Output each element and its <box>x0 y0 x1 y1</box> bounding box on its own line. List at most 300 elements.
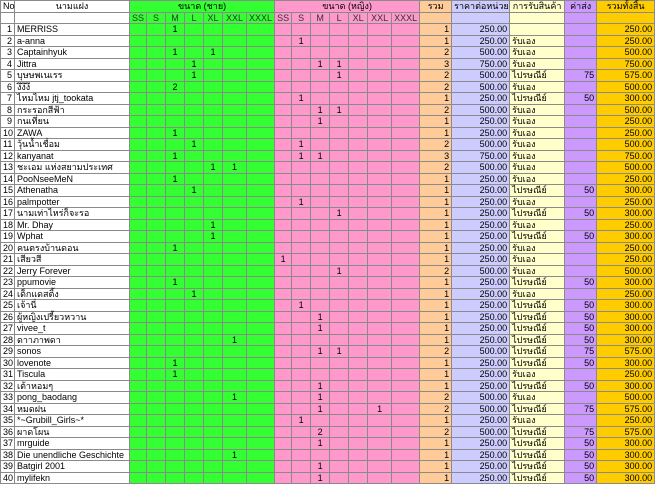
cell-male-size[interactable] <box>204 426 223 438</box>
cell-total[interactable]: 2 <box>420 139 452 151</box>
cell-female-size[interactable] <box>292 81 311 93</box>
cell-female-size[interactable] <box>275 311 292 323</box>
cell-grand-total[interactable]: 250.00 <box>597 254 655 266</box>
cell-male-size[interactable] <box>223 415 247 427</box>
cell-female-size[interactable]: 1 <box>292 93 311 105</box>
cell-male-size[interactable] <box>130 150 147 162</box>
cell-female-size[interactable]: 1 <box>311 104 330 116</box>
cell-female-size[interactable] <box>330 116 349 128</box>
cell-male-size[interactable] <box>247 403 275 415</box>
cell-female-size[interactable] <box>368 357 392 369</box>
cell-shipping[interactable]: 50 <box>565 357 597 369</box>
size-header-f-xxxl[interactable]: XXXL <box>392 12 420 24</box>
cell-unit-price[interactable]: 250.00 <box>452 127 510 139</box>
cell-female-size[interactable]: 2 <box>311 426 330 438</box>
cell-female-size[interactable] <box>292 346 311 358</box>
cell-male-size[interactable] <box>223 265 247 277</box>
cell-no[interactable]: 21 <box>1 254 15 266</box>
cell-female-size[interactable] <box>292 116 311 128</box>
cell-male-size[interactable] <box>147 461 166 473</box>
cell-male-size[interactable] <box>147 127 166 139</box>
cell-female-size[interactable] <box>275 104 292 116</box>
cell-female-size[interactable] <box>392 127 420 139</box>
cell-name[interactable]: เด็กแดสติ้ง <box>15 288 130 300</box>
cell-male-size[interactable] <box>147 139 166 151</box>
cell-female-size[interactable] <box>275 403 292 415</box>
cell-male-size[interactable] <box>130 127 147 139</box>
cell-female-size[interactable] <box>275 334 292 346</box>
cell-male-size[interactable] <box>247 47 275 59</box>
cell-male-size[interactable] <box>147 438 166 450</box>
cell-unit-price[interactable]: 250.00 <box>452 288 510 300</box>
cell-unit-price[interactable]: 500.00 <box>452 162 510 174</box>
cell-total[interactable]: 1 <box>420 311 452 323</box>
cell-female-size[interactable] <box>368 150 392 162</box>
cell-delivery[interactable]: รับเอง <box>510 254 565 266</box>
cell-male-size[interactable] <box>247 185 275 197</box>
cell-male-size[interactable] <box>223 438 247 450</box>
cell-male-size[interactable] <box>223 150 247 162</box>
cell-female-size[interactable] <box>349 357 368 369</box>
cell-male-size[interactable] <box>247 242 275 254</box>
cell-female-size[interactable] <box>275 369 292 381</box>
cell-male-size[interactable] <box>130 219 147 231</box>
cell-male-size[interactable] <box>185 47 204 59</box>
cell-female-size[interactable] <box>392 461 420 473</box>
cell-female-size[interactable] <box>311 277 330 289</box>
cell-total[interactable]: 2 <box>420 392 452 404</box>
cell-female-size[interactable] <box>368 426 392 438</box>
cell-no[interactable]: 15 <box>1 185 15 197</box>
cell-no[interactable]: 30 <box>1 357 15 369</box>
cell-female-size[interactable] <box>330 81 349 93</box>
cell-male-size[interactable] <box>204 173 223 185</box>
cell-female-size[interactable] <box>392 438 420 450</box>
cell-female-size[interactable] <box>349 150 368 162</box>
cell-male-size[interactable] <box>204 70 223 82</box>
cell-female-size[interactable] <box>349 265 368 277</box>
cell-female-size[interactable] <box>392 185 420 197</box>
cell-delivery[interactable]: ไปรษณีย์ <box>510 311 565 323</box>
cell-male-size[interactable] <box>247 277 275 289</box>
cell-male-size[interactable] <box>204 346 223 358</box>
cell-male-size[interactable] <box>223 219 247 231</box>
cell-female-size[interactable] <box>330 288 349 300</box>
cell-unit-price[interactable]: 500.00 <box>452 139 510 151</box>
cell-name[interactable]: กนเที่ยน <box>15 116 130 128</box>
cell-female-size[interactable] <box>275 219 292 231</box>
cell-male-size[interactable] <box>223 472 247 484</box>
cell-grand-total[interactable]: 300.00 <box>597 323 655 335</box>
cell-female-size[interactable] <box>392 323 420 335</box>
cell-female-size[interactable] <box>368 334 392 346</box>
cell-female-size[interactable] <box>275 461 292 473</box>
cell-male-size[interactable] <box>247 81 275 93</box>
cell-male-size[interactable] <box>247 392 275 404</box>
cell-female-size[interactable] <box>292 254 311 266</box>
cell-male-size[interactable] <box>223 35 247 47</box>
cell-name[interactable]: Jerry Forever <box>15 265 130 277</box>
cell-male-size[interactable] <box>130 461 147 473</box>
cell-male-size[interactable] <box>166 346 185 358</box>
cell-female-size[interactable] <box>349 219 368 231</box>
cell-female-size[interactable] <box>368 70 392 82</box>
cell-female-size[interactable] <box>311 219 330 231</box>
cell-grand-total[interactable]: 750.00 <box>597 150 655 162</box>
cell-total[interactable]: 1 <box>420 461 452 473</box>
cell-shipping[interactable]: 50 <box>565 323 597 335</box>
cell-female-size[interactable] <box>368 173 392 185</box>
cell-male-size[interactable] <box>185 449 204 461</box>
cell-unit-price[interactable]: 250.00 <box>452 323 510 335</box>
cell-total[interactable]: 2 <box>420 426 452 438</box>
cell-male-size[interactable] <box>204 35 223 47</box>
cell-female-size[interactable]: 1 <box>292 300 311 312</box>
cell-male-size[interactable] <box>166 461 185 473</box>
cell-no[interactable]: 38 <box>1 449 15 461</box>
cell-male-size[interactable] <box>247 472 275 484</box>
cell-female-size[interactable] <box>368 415 392 427</box>
cell-male-size[interactable] <box>147 24 166 36</box>
cell-grand-total[interactable]: 500.00 <box>597 392 655 404</box>
cell-shipping[interactable]: 50 <box>565 461 597 473</box>
cell-female-size[interactable] <box>368 323 392 335</box>
cell-female-size[interactable] <box>292 426 311 438</box>
cell-shipping[interactable] <box>565 265 597 277</box>
cell-shipping[interactable] <box>565 150 597 162</box>
cell-female-size[interactable] <box>392 70 420 82</box>
cell-unit-price[interactable]: 250.00 <box>452 449 510 461</box>
cell-female-size[interactable] <box>311 334 330 346</box>
cell-delivery[interactable]: ไปรษณีย์ <box>510 426 565 438</box>
cell-female-size[interactable] <box>392 392 420 404</box>
cell-male-size[interactable] <box>130 162 147 174</box>
cell-no[interactable]: 29 <box>1 346 15 358</box>
header-unit-price[interactable]: ราคาต่อหน่วย <box>452 1 510 13</box>
cell-grand-total[interactable]: 250.00 <box>597 35 655 47</box>
cell-female-size[interactable] <box>392 288 420 300</box>
cell-unit-price[interactable]: 250.00 <box>452 173 510 185</box>
cell-grand-total[interactable]: 500.00 <box>597 139 655 151</box>
cell-male-size[interactable] <box>247 35 275 47</box>
cell-male-size[interactable] <box>185 35 204 47</box>
cell-female-size[interactable] <box>292 58 311 70</box>
cell-total[interactable]: 1 <box>420 242 452 254</box>
cell-delivery[interactable]: รับเอง <box>510 139 565 151</box>
cell-unit-price[interactable]: 250.00 <box>452 196 510 208</box>
cell-male-size[interactable] <box>247 461 275 473</box>
cell-grand-total[interactable]: 300.00 <box>597 380 655 392</box>
cell-shipping[interactable]: 75 <box>565 70 597 82</box>
cell-male-size[interactable]: 1 <box>166 127 185 139</box>
cell-male-size[interactable]: 1 <box>223 392 247 404</box>
cell-male-size[interactable] <box>247 104 275 116</box>
cell-unit-price[interactable]: 250.00 <box>452 334 510 346</box>
cell-grand-total[interactable]: 575.00 <box>597 70 655 82</box>
cell-male-size[interactable] <box>185 472 204 484</box>
cell-unit-price[interactable]: 500.00 <box>452 70 510 82</box>
cell-total[interactable]: 1 <box>420 300 452 312</box>
cell-female-size[interactable] <box>368 116 392 128</box>
cell-female-size[interactable] <box>349 242 368 254</box>
cell-name[interactable]: Captainhyuk <box>15 47 130 59</box>
cell-no[interactable]: 23 <box>1 277 15 289</box>
cell-no[interactable]: 1 <box>1 24 15 36</box>
cell-male-size[interactable] <box>204 392 223 404</box>
cell-female-size[interactable] <box>275 288 292 300</box>
cell-delivery[interactable]: ไปรษณีย์ <box>510 380 565 392</box>
cell-female-size[interactable] <box>392 403 420 415</box>
cell-male-size[interactable] <box>204 242 223 254</box>
cell-male-size[interactable] <box>223 461 247 473</box>
cell-female-size[interactable] <box>275 173 292 185</box>
cell-unit-price[interactable]: 250.00 <box>452 311 510 323</box>
cell-male-size[interactable] <box>147 150 166 162</box>
cell-female-size[interactable] <box>330 47 349 59</box>
cell-male-size[interactable]: 1 <box>223 162 247 174</box>
cell-unit-price[interactable]: 250.00 <box>452 24 510 36</box>
cell-grand-total[interactable]: 500.00 <box>597 47 655 59</box>
cell-male-size[interactable] <box>223 254 247 266</box>
cell-male-size[interactable] <box>223 380 247 392</box>
cell-delivery[interactable]: ไปรษณีย์ <box>510 300 565 312</box>
cell-female-size[interactable] <box>349 392 368 404</box>
cell-male-size[interactable] <box>166 472 185 484</box>
cell-female-size[interactable] <box>311 449 330 461</box>
cell-grand-total[interactable]: 250.00 <box>597 369 655 381</box>
cell-male-size[interactable] <box>130 288 147 300</box>
cell-delivery[interactable]: รับเอง <box>510 116 565 128</box>
cell-male-size[interactable] <box>147 346 166 358</box>
cell-female-size[interactable] <box>311 139 330 151</box>
cell-female-size[interactable] <box>311 265 330 277</box>
cell-female-size[interactable] <box>392 346 420 358</box>
cell-unit-price[interactable]: 250.00 <box>452 254 510 266</box>
cell-male-size[interactable] <box>223 403 247 415</box>
cell-delivery[interactable]: ไปรษณีย์ <box>510 231 565 243</box>
cell-male-size[interactable] <box>185 208 204 220</box>
header-blank[interactable] <box>15 12 130 24</box>
cell-no[interactable]: 16 <box>1 196 15 208</box>
cell-male-size[interactable] <box>247 231 275 243</box>
cell-delivery[interactable]: รับเอง <box>510 196 565 208</box>
cell-total[interactable]: 2 <box>420 265 452 277</box>
cell-name[interactable]: MERRISS <box>15 24 130 36</box>
cell-female-size[interactable]: 1 <box>311 438 330 450</box>
size-header-f-l[interactable]: L <box>330 12 349 24</box>
cell-name[interactable]: Athenatha <box>15 185 130 197</box>
cell-delivery[interactable]: รับเอง <box>510 35 565 47</box>
cell-unit-price[interactable]: 250.00 <box>452 415 510 427</box>
cell-delivery[interactable]: รับเอง <box>510 369 565 381</box>
cell-total[interactable]: 2 <box>420 47 452 59</box>
cell-female-size[interactable] <box>275 24 292 36</box>
cell-total[interactable]: 2 <box>420 104 452 116</box>
cell-female-size[interactable]: 1 <box>311 150 330 162</box>
header-blank-delivery[interactable] <box>510 12 565 24</box>
cell-male-size[interactable] <box>223 58 247 70</box>
cell-grand-total[interactable]: 300.00 <box>597 334 655 346</box>
header-grand-total[interactable]: รวมทั้งสิ้น <box>597 1 655 13</box>
cell-male-size[interactable] <box>204 380 223 392</box>
cell-female-size[interactable] <box>311 162 330 174</box>
cell-male-size[interactable] <box>223 208 247 220</box>
cell-shipping[interactable] <box>565 173 597 185</box>
cell-grand-total[interactable]: 300.00 <box>597 357 655 369</box>
cell-unit-price[interactable]: 500.00 <box>452 426 510 438</box>
cell-male-size[interactable] <box>204 334 223 346</box>
cell-female-size[interactable] <box>392 47 420 59</box>
cell-female-size[interactable] <box>349 208 368 220</box>
cell-shipping[interactable]: 50 <box>565 380 597 392</box>
cell-male-size[interactable] <box>223 116 247 128</box>
cell-female-size[interactable] <box>292 472 311 484</box>
cell-female-size[interactable] <box>311 47 330 59</box>
cell-male-size[interactable]: 1 <box>185 139 204 151</box>
cell-female-size[interactable] <box>275 426 292 438</box>
cell-grand-total[interactable]: 575.00 <box>597 346 655 358</box>
cell-grand-total[interactable]: 250.00 <box>597 127 655 139</box>
cell-male-size[interactable] <box>247 116 275 128</box>
cell-shipping[interactable] <box>565 116 597 128</box>
size-header-f-xl[interactable]: XL <box>349 12 368 24</box>
cell-female-size[interactable] <box>349 323 368 335</box>
cell-male-size[interactable] <box>166 219 185 231</box>
cell-female-size[interactable] <box>330 127 349 139</box>
cell-male-size[interactable] <box>247 24 275 36</box>
cell-unit-price[interactable]: 250.00 <box>452 472 510 484</box>
cell-female-size[interactable] <box>275 47 292 59</box>
cell-male-size[interactable] <box>247 438 275 450</box>
cell-unit-price[interactable]: 750.00 <box>452 58 510 70</box>
cell-male-size[interactable] <box>130 35 147 47</box>
cell-female-size[interactable] <box>275 346 292 358</box>
cell-male-size[interactable] <box>147 116 166 128</box>
cell-male-size[interactable] <box>185 403 204 415</box>
cell-female-size[interactable] <box>368 196 392 208</box>
cell-name[interactable]: กระรอกสีฟ้า <box>15 104 130 116</box>
cell-name[interactable]: Wphat <box>15 231 130 243</box>
cell-male-size[interactable] <box>185 81 204 93</box>
cell-male-size[interactable]: 1 <box>166 47 185 59</box>
cell-unit-price[interactable]: 500.00 <box>452 403 510 415</box>
cell-male-size[interactable] <box>130 346 147 358</box>
cell-total[interactable]: 1 <box>420 173 452 185</box>
cell-male-size[interactable] <box>204 104 223 116</box>
size-header-f-s[interactable]: S <box>292 12 311 24</box>
cell-female-size[interactable] <box>330 139 349 151</box>
cell-name[interactable]: เสียวสี <box>15 254 130 266</box>
cell-male-size[interactable] <box>223 357 247 369</box>
cell-male-size[interactable] <box>204 403 223 415</box>
cell-male-size[interactable] <box>247 334 275 346</box>
cell-female-size[interactable] <box>392 265 420 277</box>
cell-total[interactable]: 1 <box>420 472 452 484</box>
size-header-m-xxxl[interactable]: XXXL <box>247 12 275 24</box>
cell-unit-price[interactable]: 500.00 <box>452 265 510 277</box>
cell-grand-total[interactable]: 250.00 <box>597 116 655 128</box>
cell-male-size[interactable] <box>247 346 275 358</box>
cell-male-size[interactable] <box>166 426 185 438</box>
cell-female-size[interactable] <box>292 219 311 231</box>
cell-delivery[interactable]: รับเอง <box>510 242 565 254</box>
cell-male-size[interactable] <box>223 139 247 151</box>
cell-male-size[interactable] <box>166 70 185 82</box>
cell-male-size[interactable] <box>223 311 247 323</box>
cell-female-size[interactable] <box>330 369 349 381</box>
cell-female-size[interactable] <box>368 58 392 70</box>
cell-female-size[interactable] <box>330 185 349 197</box>
cell-female-size[interactable]: 1 <box>311 58 330 70</box>
cell-grand-total[interactable]: 300.00 <box>597 277 655 289</box>
cell-grand-total[interactable]: 300.00 <box>597 208 655 220</box>
header-no[interactable]: No <box>1 1 15 13</box>
cell-male-size[interactable] <box>204 81 223 93</box>
cell-total[interactable]: 2 <box>420 403 452 415</box>
cell-female-size[interactable] <box>349 185 368 197</box>
cell-female-size[interactable] <box>292 173 311 185</box>
cell-male-size[interactable] <box>147 219 166 231</box>
cell-no[interactable]: 39 <box>1 461 15 473</box>
cell-female-size[interactable] <box>368 300 392 312</box>
cell-grand-total[interactable]: 250.00 <box>597 173 655 185</box>
cell-male-size[interactable] <box>247 254 275 266</box>
cell-delivery[interactable]: ไปรษณีย์ <box>510 323 565 335</box>
cell-male-size[interactable] <box>247 162 275 174</box>
cell-male-size[interactable] <box>147 35 166 47</box>
cell-female-size[interactable]: 1 <box>311 311 330 323</box>
cell-female-size[interactable] <box>368 438 392 450</box>
cell-female-size[interactable] <box>311 208 330 220</box>
cell-female-size[interactable] <box>368 277 392 289</box>
cell-name[interactable]: kanyanat <box>15 150 130 162</box>
cell-male-size[interactable] <box>223 104 247 116</box>
cell-grand-total[interactable]: 300.00 <box>597 461 655 473</box>
cell-male-size[interactable] <box>204 277 223 289</box>
cell-female-size[interactable] <box>330 277 349 289</box>
cell-male-size[interactable] <box>130 415 147 427</box>
cell-female-size[interactable] <box>292 127 311 139</box>
cell-grand-total[interactable]: 300.00 <box>597 231 655 243</box>
cell-male-size[interactable] <box>247 369 275 381</box>
cell-unit-price[interactable]: 250.00 <box>452 219 510 231</box>
cell-total[interactable]: 1 <box>420 334 452 346</box>
cell-male-size[interactable] <box>130 334 147 346</box>
cell-name[interactable]: ไหมไหม jtj_tookata <box>15 93 130 105</box>
cell-male-size[interactable] <box>204 449 223 461</box>
cell-total[interactable]: 1 <box>420 288 452 300</box>
cell-female-size[interactable] <box>349 415 368 427</box>
cell-male-size[interactable] <box>223 369 247 381</box>
cell-male-size[interactable] <box>185 93 204 105</box>
cell-unit-price[interactable]: 250.00 <box>452 185 510 197</box>
cell-male-size[interactable] <box>204 139 223 151</box>
cell-female-size[interactable] <box>368 369 392 381</box>
cell-total[interactable]: 1 <box>420 438 452 450</box>
cell-female-size[interactable]: 1 <box>311 346 330 358</box>
cell-male-size[interactable]: 2 <box>166 81 185 93</box>
cell-grand-total[interactable]: 500.00 <box>597 162 655 174</box>
cell-female-size[interactable] <box>292 380 311 392</box>
cell-female-size[interactable] <box>368 288 392 300</box>
cell-female-size[interactable] <box>292 403 311 415</box>
cell-male-size[interactable] <box>130 231 147 243</box>
cell-female-size[interactable] <box>311 242 330 254</box>
cell-total[interactable]: 2 <box>420 81 452 93</box>
cell-male-size[interactable] <box>147 231 166 243</box>
cell-male-size[interactable]: 1 <box>223 449 247 461</box>
cell-female-size[interactable] <box>311 81 330 93</box>
